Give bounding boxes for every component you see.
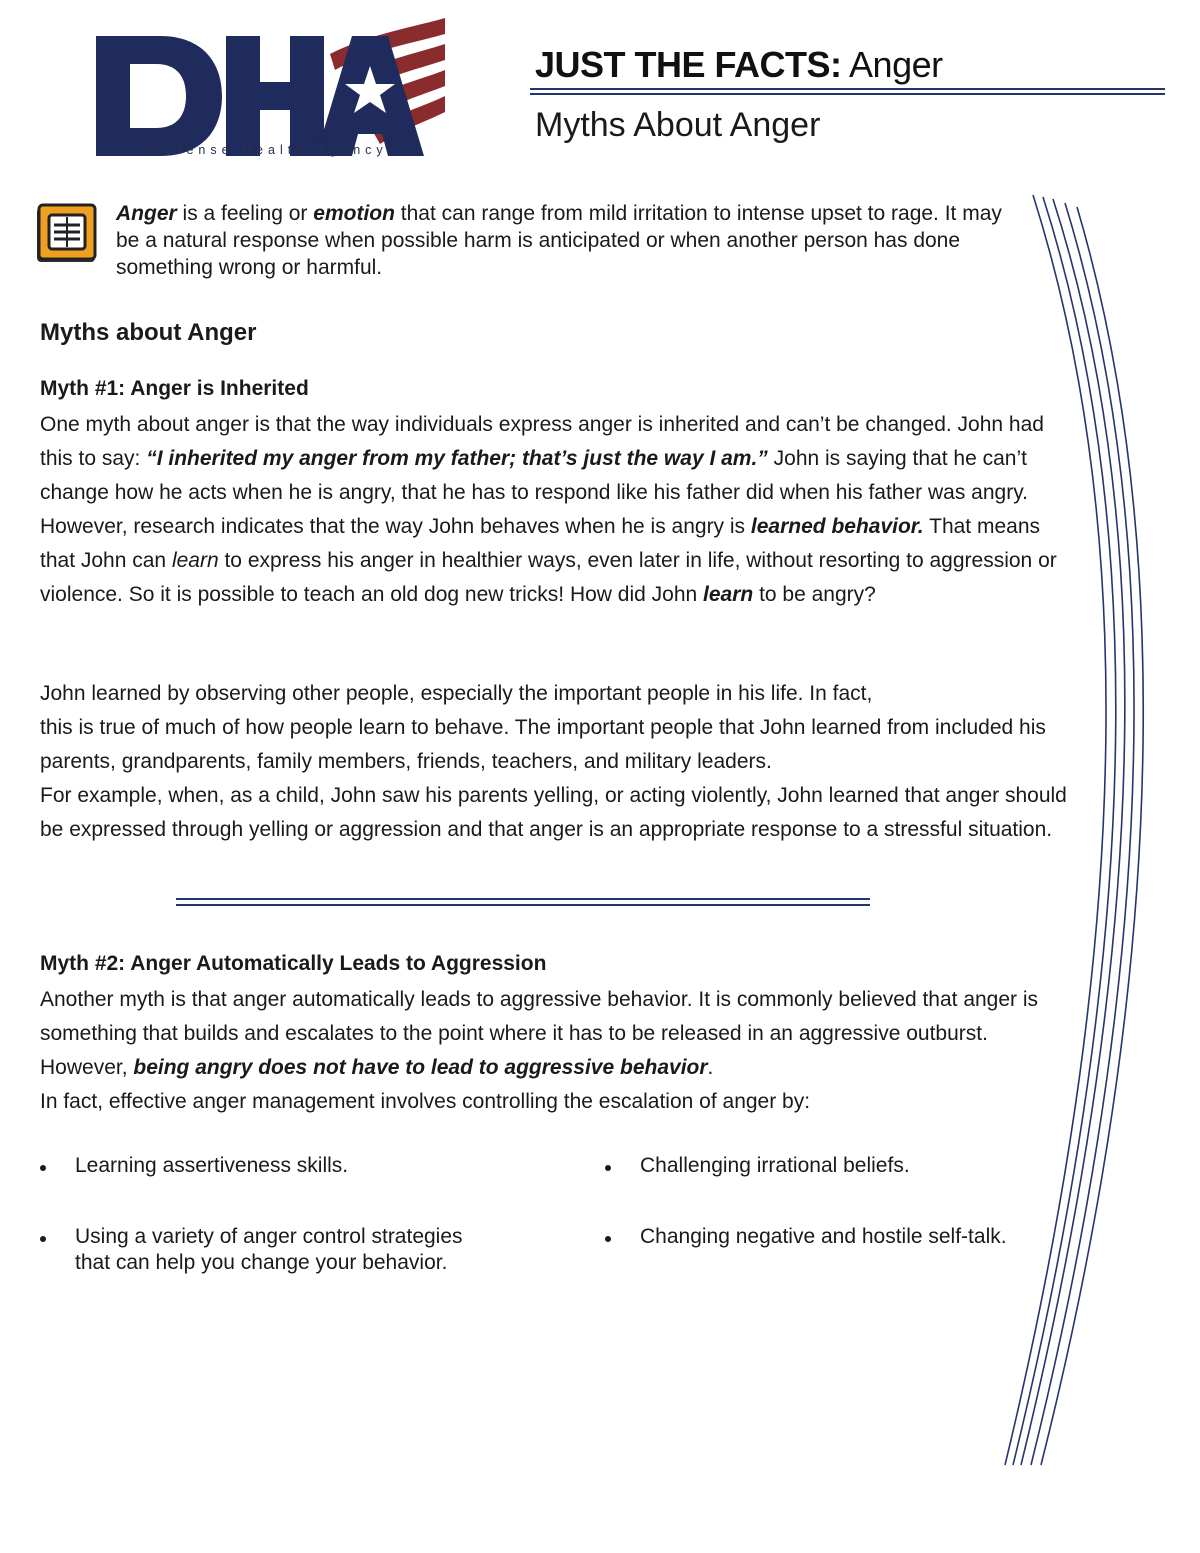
text-run: .: [707, 1056, 714, 1079]
title-double-rule: [530, 88, 1165, 96]
anger-definition: [116, 200, 1026, 281]
list-item-text: Using a variety of anger control strategies that can help you change your behavior.: [75, 1225, 463, 1274]
list-item: [40, 1153, 500, 1179]
title-bold: JUST THE FACTS:: [535, 44, 842, 85]
myth-1-paragraph-1: [40, 408, 1080, 612]
text-run: this is true of much of how people learn to behave. The important people that John learned from included his parents, grandparents, family members, friends, teachers, and military leaders.: [40, 716, 1046, 773]
bullet-icon: [40, 1165, 46, 1171]
list-item: [605, 1153, 1065, 1179]
myth-1-title: Myth #1: Anger is Inherited: [40, 377, 309, 400]
bullet-icon: [605, 1236, 611, 1242]
text-run: to be angry?: [753, 583, 876, 606]
emphasis-learn: learn: [171, 549, 219, 572]
list-item: [605, 1224, 1065, 1250]
section-divider: [176, 898, 870, 910]
list-item-text: Challenging irrational beliefs.: [640, 1154, 910, 1177]
definition-term: Anger: [116, 202, 177, 225]
book-icon: [35, 203, 99, 263]
page-title: [535, 44, 943, 86]
bullet-icon: [40, 1236, 46, 1242]
text-run: In fact, effective anger management involves controlling the escalation of anger by:: [40, 1090, 811, 1113]
myth-2-paragraph: [40, 983, 1040, 1119]
text-run: John learned by observing other people, especially the important people in his life. In fact,: [40, 682, 873, 705]
text-run: Another myth is that anger automatically leads to aggressive behavior. It is commonly believed that anger is something that builds and escalates to the point where it has to be released in an aggressive outburst. However,: [40, 988, 1039, 1079]
page-subtitle: Myths About Anger: [535, 106, 821, 144]
definition-text-2: that can range from mild irritation to intense upset to rage. It may be a natural response when possible harm is anticipated or when another person has done something wrong or harmful.: [116, 202, 1002, 279]
text-run: For example, when, as a child, John saw his parents yelling, or acting violently, John learned that anger should be expressed through yelling or aggression and that anger is an appropriate response to a stressful situation.: [40, 784, 1067, 841]
list-item: [40, 1224, 500, 1276]
section-heading: Myths about Anger: [40, 319, 257, 346]
list-item-text: Changing negative and hostile self-talk.: [640, 1225, 1007, 1248]
dha-logo-graphic: [90, 14, 450, 164]
myth-2-title: Myth #2: Anger Automatically Leads to Aggression: [40, 952, 547, 975]
emphasis-not-aggressive: being angry does not have to lead to aggressive behavior: [133, 1056, 708, 1079]
logo-tagline: Defense Health Agency: [152, 143, 388, 157]
list-item-text: Learning assertiveness skills.: [75, 1154, 349, 1177]
text-run: John is saying that he can’t change how he acts when he is angry, that he has to respond like his father did when his father was angry. However, research indicates that the way John behaves when he is angry is: [40, 447, 1028, 538]
text-run: That means that John can: [40, 515, 1040, 572]
bullet-icon: [605, 1165, 611, 1171]
text-run: One myth about anger is that the way individuals express anger is inherited and can’t be changed. John had this to say:: [40, 413, 1044, 470]
strategy-list: [40, 1153, 1007, 1293]
emphasis-learn-bold: learn: [703, 583, 754, 606]
emphasis-learned-behavior: learned behavior.: [750, 515, 924, 538]
dha-logo: [90, 14, 450, 164]
john-quote: “I inherited my anger from my father; that’s just the way I am.”: [146, 447, 768, 470]
definition-text-1: is a feeling or: [176, 202, 314, 225]
myth-1-paragraph-2: [40, 677, 1080, 847]
text-run: to express his anger in healthier ways, even later in life, without resorting to aggression or violence. So it is possible to teach an old dog new tricks! How did John: [40, 549, 1057, 606]
title-topic: Anger: [841, 44, 943, 85]
definition-term-emotion: emotion: [313, 202, 395, 225]
